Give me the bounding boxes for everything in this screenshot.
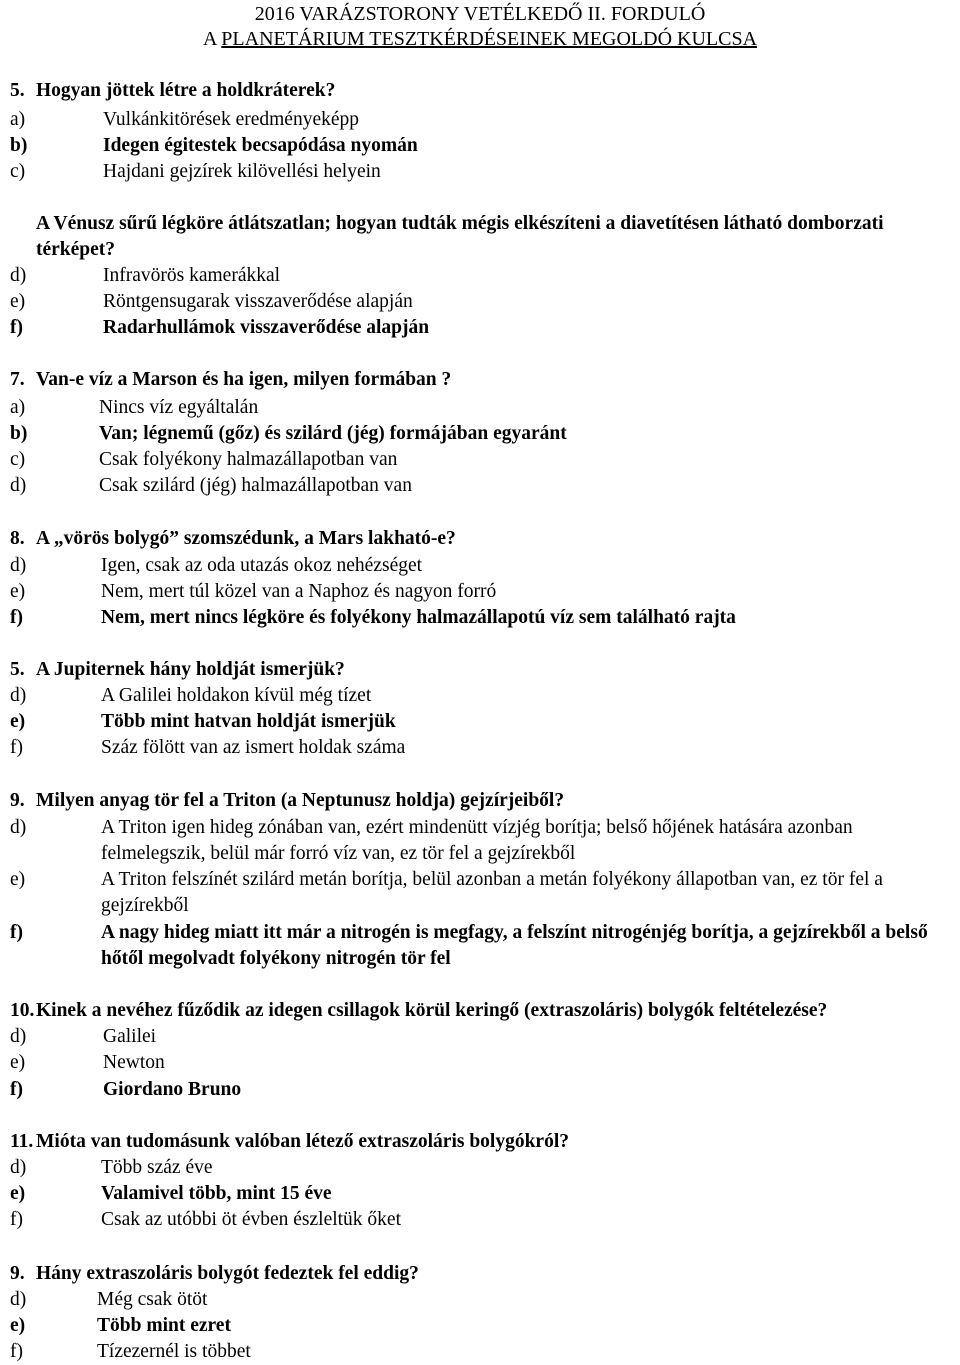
option-text: Valamivel több, mint 15 éve bbox=[101, 1183, 332, 1204]
question-number: 11. bbox=[10, 1131, 34, 1152]
option-letter: d) bbox=[10, 817, 27, 838]
option-letter: d) bbox=[10, 1157, 27, 1178]
option-text: Több mint ezret bbox=[97, 1315, 231, 1336]
question-1 bbox=[10, 78, 960, 104]
option-text: Infravörös kamerákkal bbox=[103, 265, 281, 286]
question-4 bbox=[10, 526, 960, 552]
answer-option-correct bbox=[10, 709, 960, 735]
option-letter: b) bbox=[10, 135, 28, 156]
question-text: Hány extraszoláris bolygót fedeztek fel eddig? bbox=[36, 1263, 419, 1284]
answer-option-correct bbox=[10, 920, 960, 972]
option-letter: e) bbox=[10, 581, 26, 602]
option-text: Galilei bbox=[103, 1026, 157, 1047]
answer-option bbox=[10, 1287, 960, 1313]
question-number bbox=[10, 211, 36, 237]
header-subtitle-prefix: A bbox=[202, 28, 222, 50]
answer-option-correct bbox=[10, 133, 960, 159]
answer-option bbox=[10, 107, 960, 133]
question-9 bbox=[10, 1261, 960, 1287]
answer-option bbox=[10, 683, 960, 709]
option-letter: e) bbox=[10, 1183, 26, 1204]
option-text: Nem, mert túl közel van a Naphoz és nagyon forró bbox=[101, 581, 497, 602]
option-text: Röntgensugarak visszaverődése alapján bbox=[103, 291, 413, 312]
option-letter: f) bbox=[10, 922, 23, 943]
question-number: 10. bbox=[10, 1000, 35, 1021]
question-3 bbox=[10, 367, 960, 393]
option-letter: e) bbox=[10, 291, 26, 312]
option-letter: c) bbox=[10, 161, 26, 182]
option-text: Igen, csak az oda utazás okoz nehézséget bbox=[101, 555, 423, 576]
answer-option-correct bbox=[10, 1077, 960, 1103]
option-text: Vulkánkitörések eredményeképp bbox=[103, 109, 360, 130]
header-subtitle bbox=[0, 27, 960, 52]
option-letter: f) bbox=[10, 607, 23, 628]
option-letter: a) bbox=[10, 109, 26, 130]
answer-option-correct bbox=[10, 1181, 960, 1207]
option-letter: e) bbox=[10, 869, 26, 890]
question-text: A „vörös bolygó” szomszédunk, a Mars lakható-e? bbox=[36, 528, 456, 549]
answer-option bbox=[10, 395, 960, 421]
option-text: Idegen égitestek becsapódása nyomán bbox=[103, 135, 418, 156]
option-text: Nincs víz egyáltalán bbox=[99, 397, 259, 418]
option-text: Nem, mert nincs légköre és folyékony halmazállapotú víz sem található rajta bbox=[101, 607, 736, 628]
option-text: A nagy hideg miatt itt már a nitrogén is megfagy, a felszínt nitrogénjég borítja, a gejzírekből a belső hőtől megolvadt folyékony nitrogén tör fel bbox=[101, 922, 928, 969]
question-text: Hogyan jöttek létre a holdkráterek? bbox=[36, 80, 336, 101]
answer-option bbox=[10, 473, 960, 499]
answer-option bbox=[10, 1155, 960, 1181]
option-letter: d) bbox=[10, 1289, 27, 1310]
option-text: Hajdani gejzírek kilövellési helyein bbox=[103, 161, 381, 182]
question-text: A Vénusz sűrű légköre átlátszatlan; hogyan tudták mégis elkészíteni a diavetítésen látható domborzati térképet? bbox=[36, 213, 884, 260]
option-text: Newton bbox=[103, 1052, 165, 1073]
option-letter: d) bbox=[10, 685, 27, 706]
answer-option bbox=[10, 553, 960, 579]
option-text: Csak szilárd (jég) halmazállapotban van bbox=[99, 475, 412, 496]
option-letter: f) bbox=[10, 1209, 23, 1230]
option-text: Tízezernél is többet bbox=[97, 1341, 251, 1362]
answer-option bbox=[10, 1024, 960, 1050]
answer-option bbox=[10, 263, 960, 289]
option-text: Több mint hatvan holdját ismerjük bbox=[101, 711, 396, 732]
answer-option bbox=[10, 579, 960, 605]
question-number: 8. bbox=[10, 528, 25, 549]
option-letter: d) bbox=[10, 265, 27, 286]
option-text: Csak az utóbbi öt évben észleltük őket bbox=[101, 1209, 402, 1230]
document-header bbox=[0, 0, 960, 52]
option-letter: e) bbox=[10, 711, 26, 732]
question-text: A Jupiternek hány holdját ismerjük? bbox=[36, 659, 345, 680]
option-letter: e) bbox=[10, 1052, 26, 1073]
answer-option-correct bbox=[10, 421, 960, 447]
question-2 bbox=[10, 211, 936, 263]
option-text: Radarhullámok visszaverődése alapján bbox=[103, 317, 430, 338]
option-letter: f) bbox=[10, 1079, 23, 1100]
option-letter: f) bbox=[10, 317, 23, 338]
answer-option bbox=[10, 159, 960, 185]
question-text: Kinek a nevéhez fűződik az idegen csillagok körül keringő (extraszoláris) bolygók feltételezése? bbox=[36, 1000, 828, 1021]
answer-option bbox=[10, 815, 960, 867]
question-5 bbox=[10, 657, 960, 683]
option-text: Több száz éve bbox=[101, 1157, 213, 1178]
question-7 bbox=[10, 998, 960, 1024]
question-text: Milyen anyag tör fel a Triton (a Neptunusz holdja) gejzírjeiből? bbox=[36, 790, 565, 811]
option-text: Még csak ötöt bbox=[97, 1289, 208, 1310]
option-letter: a) bbox=[10, 397, 26, 418]
option-letter: d) bbox=[10, 475, 27, 496]
question-number: 7. bbox=[10, 369, 25, 390]
answer-option-correct bbox=[10, 315, 960, 341]
answer-option bbox=[10, 735, 960, 761]
question-number: 9. bbox=[10, 1263, 25, 1284]
question-number: 5. bbox=[10, 659, 25, 680]
answer-option bbox=[10, 867, 960, 919]
option-letter: c) bbox=[10, 449, 26, 470]
answer-option-correct bbox=[10, 1313, 960, 1339]
option-letter: d) bbox=[10, 1026, 27, 1047]
option-text: Giordano Bruno bbox=[103, 1079, 242, 1100]
option-text: A Galilei holdakon kívül még tízet bbox=[101, 685, 372, 706]
answer-option bbox=[10, 1050, 960, 1076]
answer-option-correct bbox=[10, 605, 960, 631]
header-title: 2016 VARÁZSTORONY VETÉLKEDŐ II. FORDULÓ bbox=[254, 3, 706, 25]
answer-option bbox=[10, 1207, 960, 1233]
question-6 bbox=[10, 788, 960, 814]
question-text: Van-e víz a Marson és ha igen, milyen formában ? bbox=[36, 369, 452, 390]
option-text: Van; légnemű (gőz) és szilárd (jég) formájában egyaránt bbox=[99, 423, 567, 444]
option-letter: f) bbox=[10, 737, 23, 758]
option-letter: e) bbox=[10, 1315, 26, 1336]
answer-option bbox=[10, 447, 960, 473]
question-number: 5. bbox=[10, 80, 25, 101]
question-text: Mióta van tudomásunk valóban létező extraszoláris bolygókról? bbox=[36, 1131, 570, 1152]
header-subtitle-underlined: PLANETÁRIUM TESZTKÉRDÉSEINEK MEGOLDÓ KULCSA bbox=[221, 28, 758, 50]
option-letter: d) bbox=[10, 555, 27, 576]
option-text: A Triton igen hideg zónában van, ezért mindenütt vízjég borítja; belső hőjének hatására azonban felmelegszik, belül már forró víz van, ez tör fel a gejzírekből bbox=[101, 817, 853, 864]
option-letter: f) bbox=[10, 1341, 23, 1362]
question-number: 9. bbox=[10, 790, 25, 811]
option-text: Száz fölött van az ismert holdak száma bbox=[101, 737, 406, 758]
question-8 bbox=[10, 1129, 960, 1155]
option-text: A Triton felszínét szilárd metán borítja, belül azonban a metán folyékony állapotban van, ez tör fel a gejzírekből bbox=[101, 869, 883, 916]
option-text: Csak folyékony halmazállapotban van bbox=[99, 449, 398, 470]
option-letter: b) bbox=[10, 423, 28, 444]
answer-option bbox=[10, 289, 960, 315]
answer-option bbox=[10, 1339, 960, 1365]
